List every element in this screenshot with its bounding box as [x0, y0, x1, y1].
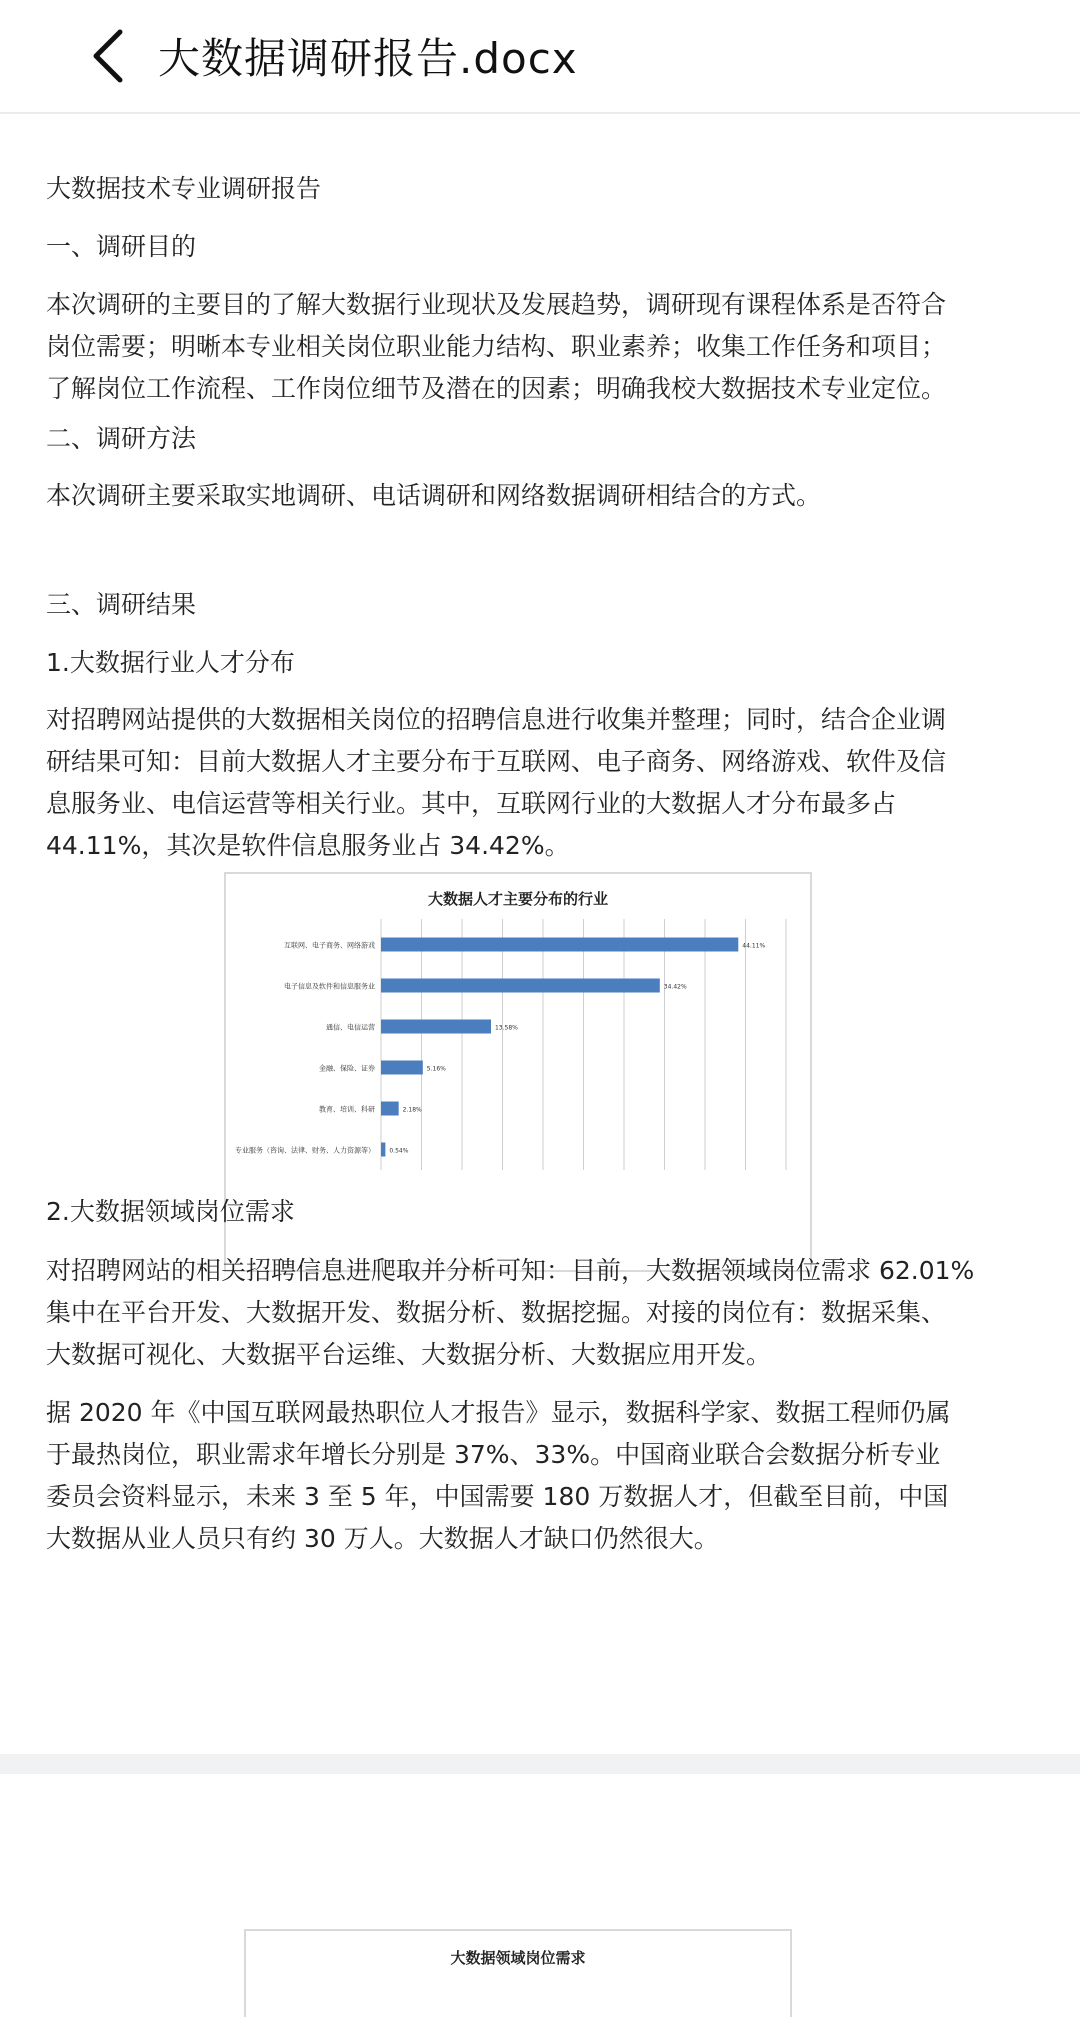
bar [381, 1143, 385, 1157]
category-label: 互联网、电子商务、网络游戏 [284, 941, 375, 950]
data-label: 34.42% [663, 983, 687, 991]
doc-heading: 大数据技术专业调研报告 [46, 174, 322, 203]
data-label: 0.54% [389, 1147, 409, 1155]
document-page-2[interactable] [0, 1774, 1080, 2017]
data-label: 2.18% [402, 1106, 422, 1114]
category-label: 教育、培训、科研 [319, 1105, 375, 1114]
bar [381, 938, 738, 952]
category-label: 通信、电信运营 [326, 1023, 375, 1032]
chart-title: 大数据人才主要分布的行业 [427, 890, 608, 908]
subsection1-body: 对招聘网站提供的大数据相关岗位的招聘信息进行收集并整理；同时，结合企业调 研结果可知：目前大数据人才主要分布于互联网、电子商务、网络游戏、软件及信 息服务业、电信运营等相关行业。其中，互联网行业的大数据人才分布最多占 44.11%，其次是软件信息服务业占 34.42%。 [46, 705, 947, 860]
document-title: 大数据调研报告.docx [158, 34, 578, 83]
data-label: 5.16% [426, 1065, 446, 1073]
chevron-left-icon [88, 28, 128, 84]
subsection2-title: 2.大数据领域岗位需求 [46, 1197, 295, 1226]
subsection2-body-2: 据 2020 年《中国互联网最热职位人才报告》显示，数据科学家、数据工程师仍属 于最热岗位，职业需求年增长分别是 37%、33%。中国商业联合会数据分析专业 委员会资料显示，未来 3 至 5 年，中国需要 180 万数据人才，但截至目前，中国 大数据从业人员只有约 30 万人。大数据人才缺口仍然很大。 [46, 1398, 951, 1553]
category-label: 金融、保险、证券 [319, 1064, 375, 1073]
chart-title: 大数据领域岗位需求 [450, 1949, 586, 1967]
bar [381, 1061, 423, 1075]
back-button[interactable] [58, 6, 158, 106]
bar [381, 1020, 491, 1034]
data-label: 13.58% [494, 1024, 518, 1032]
data-label: 44.11% [742, 942, 766, 950]
section2-body: 本次调研主要采取实地调研、电话调研和网络数据调研相结合的方式。 [46, 481, 822, 510]
job-demand-chart [244, 1929, 792, 2017]
section2-title: 二、调研方法 [46, 424, 197, 453]
section1-body: 本次调研的主要目的了解大数据行业现状及发展趋势，调研现有课程体系是否符合 岗位需要；明晰本专业相关岗位职业能力结构、职业素养；收集工作任务和项目； 了解岗位工作流程、工作岗位细节及潜在的因素；明确我校大数据技术专业定位。 [46, 290, 947, 403]
document-page[interactable] [0, 114, 1080, 1754]
section3-title: 三、调研结果 [46, 590, 197, 619]
section1-title: 一、调研目的 [46, 232, 197, 261]
subsection2-body-1: 对招聘网站的相关招聘信息进爬取并分析可知：目前，大数据领域岗位需求 62.01% 集中在平台开发、大数据开发、数据分析、数据挖掘。对接的岗位有：数据采集、 大数据可视化、大数据平台运维、大数据分析、大数据应用开发。 [46, 1256, 975, 1369]
category-label: 电子信息及软件和信息服务业 [284, 982, 375, 991]
page-separator [0, 1754, 1080, 1774]
bar [381, 979, 660, 993]
subsection1-title: 1.大数据行业人才分布 [46, 648, 295, 677]
bar [381, 1102, 399, 1116]
top-bar [0, 0, 1080, 114]
category-label: 专业服务（咨询、法律、财务、人力资源等） [235, 1146, 375, 1155]
